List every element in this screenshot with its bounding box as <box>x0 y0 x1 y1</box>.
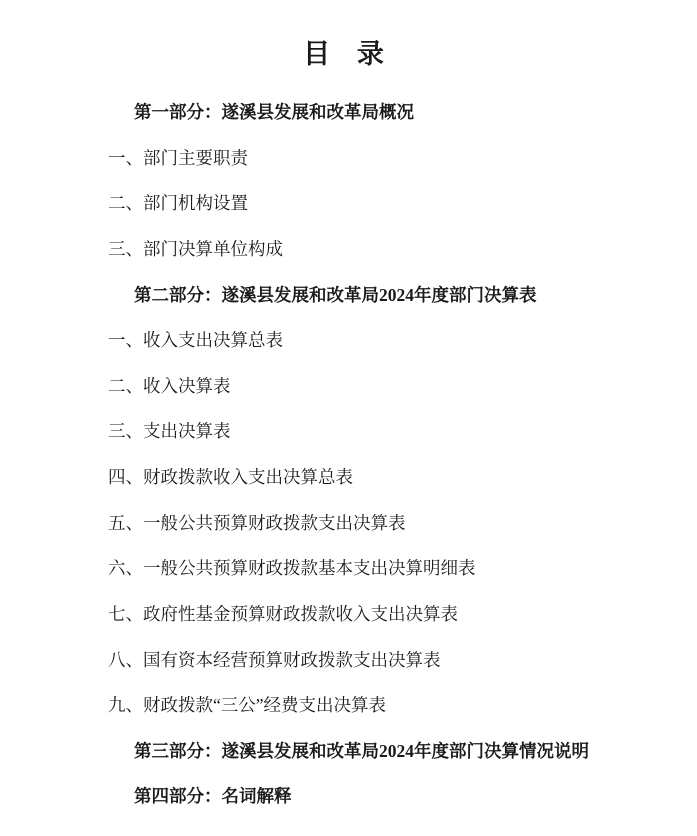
table-of-contents <box>0 101 697 809</box>
toc-entry-2-3[interactable]: 三、支出决算表 <box>108 421 231 442</box>
toc-entry-2-2[interactable]: 二、收入决算表 <box>108 375 231 396</box>
toc-entry-1-2[interactable]: 二、部门机构设置 <box>108 193 248 214</box>
toc-entry-1-3[interactable]: 三、部门决算单位构成 <box>108 238 283 259</box>
toc-entry-part-3[interactable]: 第三部分：遂溪县发展和改革局2024年度部门决算情况说明 <box>134 740 589 761</box>
page-title: 目 录 <box>303 39 394 69</box>
toc-entry-2-8[interactable]: 八、国有资本经营预算财政拨款支出决算表 <box>108 649 441 670</box>
toc-entry-2-1[interactable]: 一、收入支出决算总表 <box>108 330 283 351</box>
toc-entry-part-1[interactable]: 第一部分：遂溪县发展和改革局概况 <box>134 102 414 122</box>
toc-entry-2-9[interactable]: 九、财政拨款“三公”经费支出决算表 <box>108 695 387 716</box>
toc-entry-part-2[interactable]: 第二部分：遂溪县发展和改革局2024年度部门决算表 <box>134 284 537 305</box>
toc-entry-2-5[interactable]: 五、一般公共预算财政拨款支出决算表 <box>108 512 406 533</box>
toc-entry-2-6[interactable]: 六、一般公共预算财政拨款基本支出决算明细表 <box>108 558 476 579</box>
document-page <box>0 22 697 836</box>
toc-entry-2-4[interactable]: 四、财政拨款收入支出决算总表 <box>108 467 353 487</box>
toc-entry-2-7[interactable]: 七、政府性基金预算财政拨款收入支出决算表 <box>108 603 458 624</box>
toc-entry-part-4[interactable]: 第四部分：名词解释 <box>134 786 292 807</box>
toc-entry-1-1[interactable]: 一、部门主要职责 <box>108 147 248 168</box>
